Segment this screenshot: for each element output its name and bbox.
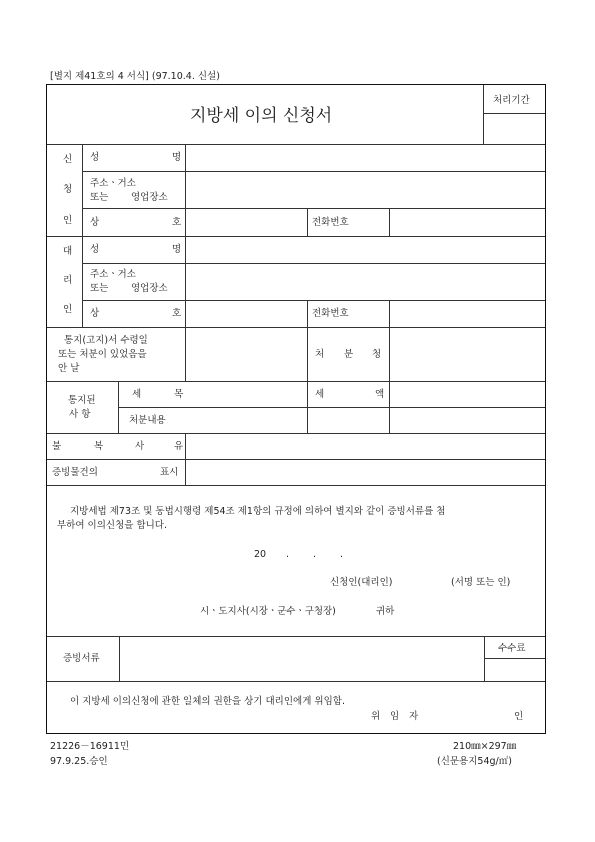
- delegator-label-c: 자: [409, 711, 419, 722]
- applicant-trade-field[interactable]: [186, 209, 307, 236]
- attachments-field[interactable]: [120, 637, 484, 681]
- tax-amount-field[interactable]: [390, 382, 545, 407]
- agent-address-label-2b: 영업장소: [131, 283, 168, 294]
- applicant-side-1: 신: [63, 154, 73, 165]
- body-text-line2: 부하여 이의신청을 합니다.: [57, 520, 168, 531]
- applicant-address-field[interactable]: [186, 172, 545, 208]
- applicant-name-label-a: 성: [90, 152, 100, 163]
- agent-side-2: 리: [63, 275, 73, 286]
- applicant-phone-field[interactable]: [390, 209, 545, 236]
- applicant-name-label-b: 명: [172, 152, 182, 163]
- date-dot-1: .: [286, 549, 290, 560]
- applicant-phone-label: 전화번호: [312, 217, 349, 228]
- agent-address-label-1: 주소ㆍ거소: [90, 269, 136, 280]
- delegation-text: 이 지방세 이의신청에 관한 일체의 권한을 상기 대리인에게 위임함.: [70, 696, 345, 707]
- reason-label-d: 유: [174, 441, 184, 452]
- agency-label-c: 청: [372, 349, 382, 360]
- agent-phone-field[interactable]: [390, 301, 545, 327]
- processing-period-value: [484, 114, 545, 143]
- agent-trade-field[interactable]: [186, 301, 307, 327]
- reason-field[interactable]: [186, 434, 545, 459]
- agent-name-label-a: 성: [90, 244, 100, 255]
- agency-label-a: 처: [315, 349, 325, 360]
- agent-name-label-b: 명: [172, 244, 182, 255]
- footer-right-1: 210㎜×297㎜: [453, 741, 517, 752]
- signature-label: (서명 또는 인): [451, 577, 511, 588]
- agent-address-label-2a: 또는: [90, 283, 109, 294]
- agent-trade-label-b: 호: [172, 308, 182, 319]
- form-id: [별지 제41호의 4 서식] (97.10.4. 신설): [50, 71, 220, 82]
- agent-phone-label: 전화번호: [312, 308, 349, 319]
- agency-label-b: 분: [344, 349, 354, 360]
- reason-label-b: 복: [94, 441, 104, 452]
- applicant-trade-label-a: 상: [90, 217, 100, 228]
- notice-date-field[interactable]: [186, 328, 307, 381]
- delegator-seal: 인: [514, 711, 524, 722]
- date-year: 20: [254, 549, 267, 560]
- fee-field[interactable]: [485, 659, 545, 681]
- date-dot-3: .: [340, 549, 344, 560]
- applicant-side-3: 인: [63, 215, 73, 226]
- tax-item-field[interactable]: [186, 382, 307, 407]
- applicant-address-label-2b: 영업장소: [131, 192, 168, 203]
- applicant-trade-label-b: 호: [172, 217, 182, 228]
- addressee: 시ㆍ도지사(시장ㆍ군수ㆍ구청장): [200, 606, 336, 617]
- processing-period-label: 처리기간: [493, 95, 530, 106]
- agent-name-field[interactable]: [186, 237, 545, 263]
- tax-amount-label-b: 액: [375, 389, 385, 400]
- footer-left-1: 21226－16911민: [50, 741, 130, 752]
- applicant-address-label-2a: 또는: [90, 192, 109, 203]
- disposition-content-label: 처분내용: [129, 415, 166, 426]
- agent-trade-label-a: 상: [90, 308, 100, 319]
- evidence-label-a: 증빙물건의: [52, 467, 98, 478]
- date-dot-2: .: [313, 549, 317, 560]
- attachments-label: 증빙서류: [63, 653, 100, 664]
- delegator-label-b: 임: [390, 711, 400, 722]
- notice-date-label-2: 또는 처분이 있었음을: [58, 349, 147, 360]
- agent-address-field[interactable]: [186, 264, 545, 300]
- reason-label-c: 사: [135, 441, 145, 452]
- notified-label-2: 사 항: [69, 409, 91, 420]
- tax-item-label-b: 목: [174, 389, 184, 400]
- applicant-address-label-1: 주소ㆍ거소: [90, 178, 136, 189]
- disposition-content-field[interactable]: [186, 408, 545, 433]
- notice-date-label-1: 통지(고지)서 수령일: [64, 335, 148, 346]
- footer-right-2: (신문용지54g/㎡): [437, 756, 512, 767]
- applicant-name-field[interactable]: [186, 145, 545, 171]
- tax-item-label-a: 세: [132, 389, 142, 400]
- form-title: 지방세 이의 신청서: [190, 106, 333, 126]
- notified-label-1: 통지된: [68, 395, 96, 406]
- evidence-field[interactable]: [186, 460, 545, 485]
- fee-label: 수수료: [498, 643, 526, 654]
- agency-field[interactable]: [390, 328, 545, 381]
- signer-label: 신청인(대리인): [330, 577, 393, 588]
- evidence-label-b: 표시: [160, 467, 179, 478]
- agent-side-1: 대: [63, 246, 73, 257]
- tax-amount-label-a: 세: [315, 389, 325, 400]
- footer-left-2: 97.9.25.승인: [50, 756, 108, 767]
- reason-label-a: 불: [52, 441, 62, 452]
- delegator-label-a: 위: [371, 711, 381, 722]
- applicant-side-2: 청: [63, 184, 73, 195]
- notice-date-label-3: 안 날: [58, 363, 80, 374]
- agent-side-3: 인: [63, 304, 73, 315]
- body-text-line1: 지방세법 제73조 및 동법시행령 제54조 제1항의 규정에 의하여 별지와 같이 증빙서류를 첨: [70, 506, 446, 517]
- addressee-suffix: 귀하: [376, 606, 395, 617]
